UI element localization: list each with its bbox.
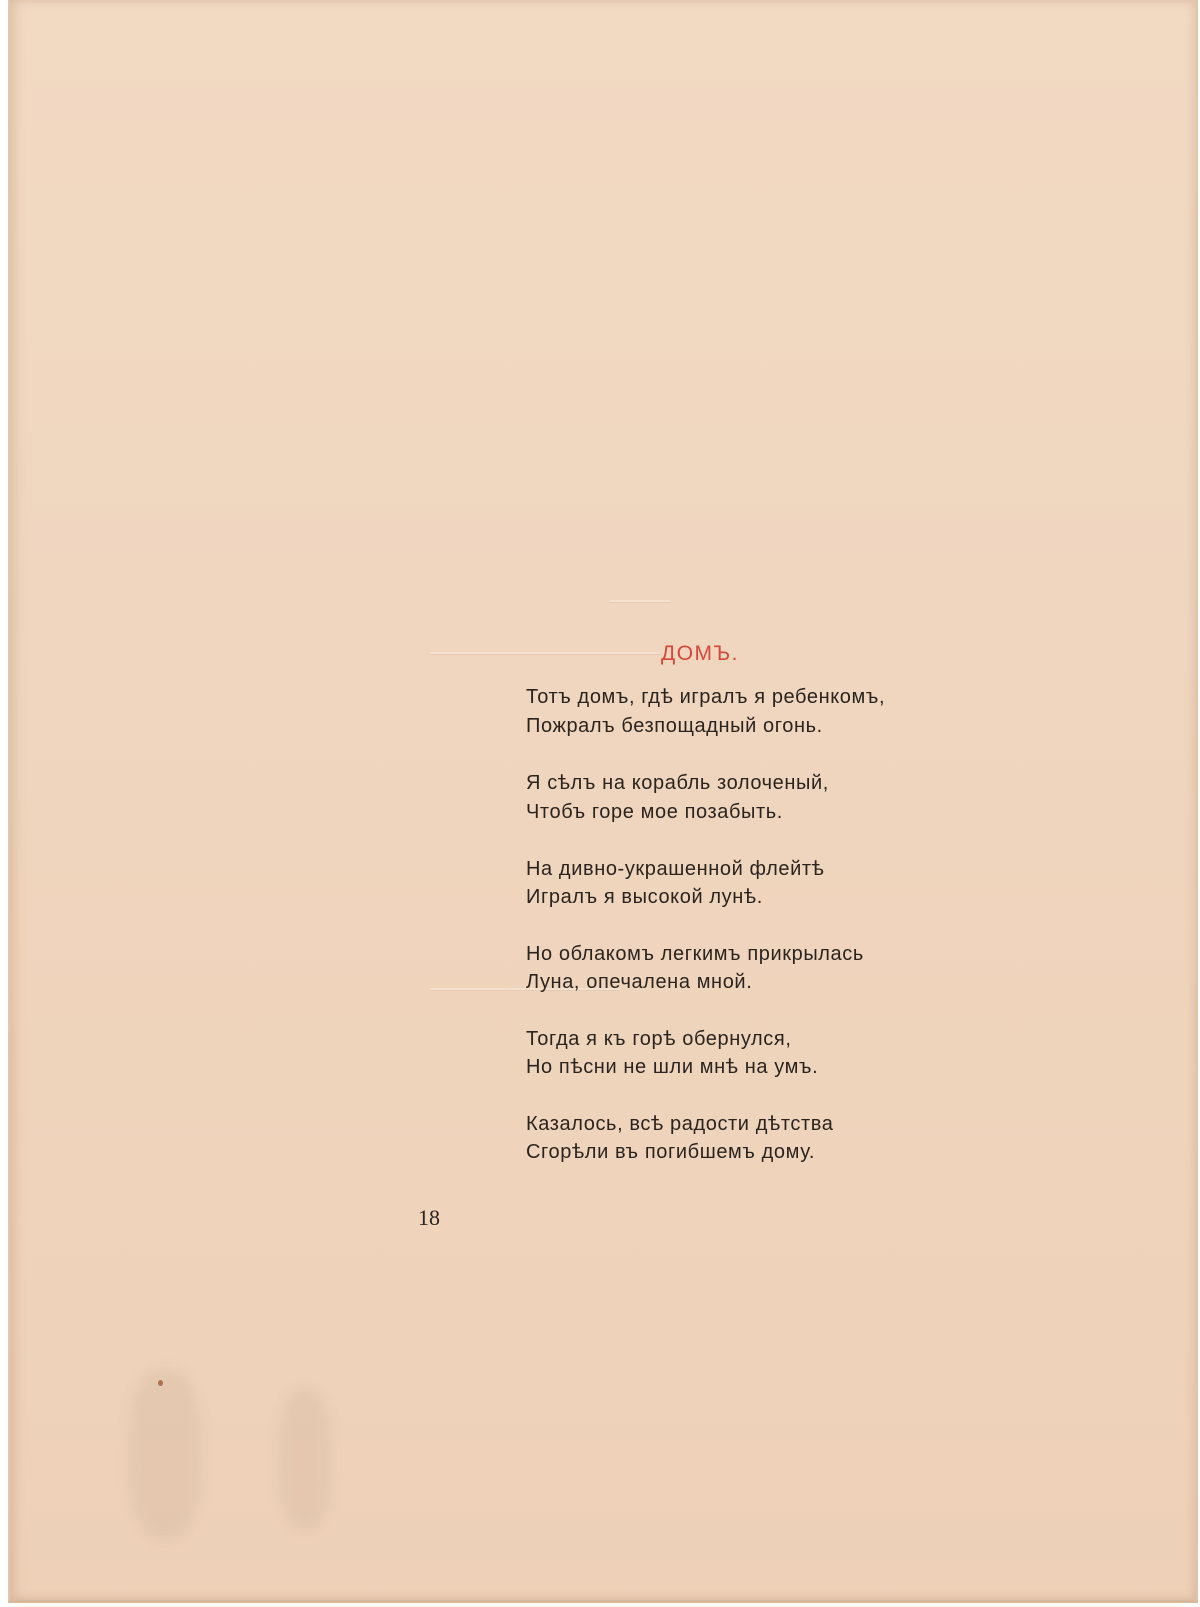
poem-line: Но пѣсни не шли мнѣ на умъ. bbox=[526, 1056, 819, 1078]
stain-mark bbox=[130, 1370, 200, 1540]
poem-line: Чтобъ горе мое позабыть. bbox=[526, 801, 783, 823]
page-number: 18 bbox=[418, 1205, 440, 1230]
ink-speck bbox=[158, 1380, 163, 1386]
poem-line: Пожралъ безпощадный огонь. bbox=[526, 715, 823, 737]
poem-line: Казалось, всѣ радости дѣтства bbox=[526, 1113, 834, 1135]
emboss-trace bbox=[430, 652, 660, 654]
poem-title: ДОМЪ. bbox=[661, 642, 740, 665]
poem-line: Я сѣлъ на корабль золоченый, bbox=[526, 772, 829, 794]
poem-line: Тогда я къ горѣ обернулся, bbox=[526, 1028, 792, 1050]
poem-line: Сгорѣли въ погибшемъ дому. bbox=[526, 1141, 815, 1163]
poem-line: Луна, опечалена мной. bbox=[526, 971, 753, 993]
poem-line: Но облакомъ легкимъ прикрылась bbox=[526, 943, 864, 965]
emboss-trace bbox=[610, 600, 670, 602]
poem-line: Тотъ домъ, гдѣ игралъ я ребенкомъ, bbox=[526, 686, 886, 708]
poem-line: На дивно-украшенной флейтѣ bbox=[526, 858, 825, 880]
stain-mark bbox=[280, 1390, 330, 1530]
poem-line: Игралъ я высокой лунѣ. bbox=[526, 886, 763, 908]
